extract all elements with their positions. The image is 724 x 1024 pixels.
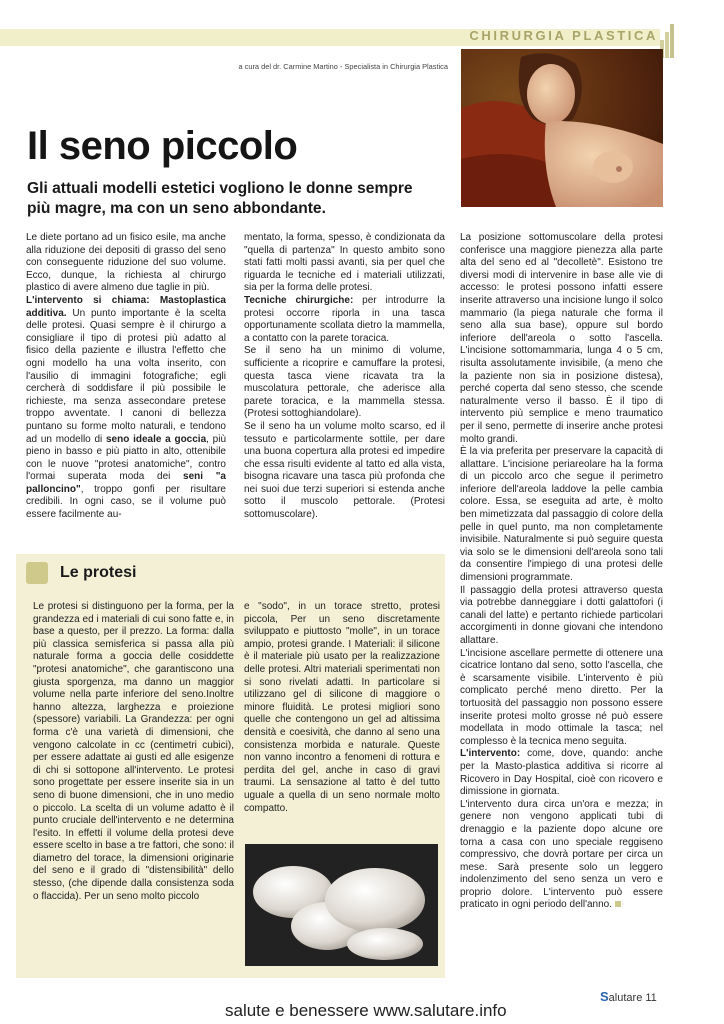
box-column-1 [33,601,234,903]
paragraph [460,799,663,912]
section-title: CHIRURGIA PLASTICA [469,28,658,43]
bold-term: seni "a palloncino" [26,471,226,495]
brand-name: alutare [608,992,643,1004]
paragraph: Le protesi si distinguono per la forma, per la grandezza ed i materiali di cui sono fatte e, in base a questo, per il prezzo. La forma: dalla più classica semisferica si passa alla più naturale forma a goccia delle cosiddette "protesi anatomiche", che garantiscono una giusta sporgenza, ma danno un maggior volume nella parte inferiore del seno.Inoltre hanno altezza, larghezza e proiezione (spessore) variabili. La Grandezza: per ogni forma c'è una varietà di dimensioni, che vengono calcolate in cc (centimetri cubici), per essere adattate ai gusti ed alle esigenze di chi si sottopone all'intervento. Le protesi sono progettate per essere inserite sia in un seno di buone dimensioni, che in uno medio o piccolo. La scelta di un volume adatto è il punto cruciale dell'intervento e ne determina l'esito. In effetti il volume della protesi deve essere scelto in base a tre fattori, che sono: il diametro del torace, la dimensioni originarie del seno e il grado di "distensibilità" dello stesso, (che dipende dalla consistenza soda o flaccida). Per un seno molto piccolo [33,601,234,902]
article-subtitle: Gli attuali modelli estetici vogliono le donne sempre più magre, ma con un seno abbondante. [27,180,413,217]
page-number [600,989,657,1004]
paragraph: Se il seno ha un volume molto scarso, ed il tessuto e particolarmente sottile, per dare una buona copertura alla protesi ed impedire che essa risulti evidente al tatto ed alla vista, bisogna ricavare una tasca più profonda che nei suoi due terzi superiori si estenda anche sotto il muscolo pettorale. (Protesi sottomuscolare). [244,420,445,521]
paragraph [26,295,226,522]
footer-tagline: salute e benessere www.salutare.info [225,1001,507,1020]
paragraph: L'incisione ascellare permette di ottenere una cicatrice lontano dal seno, sotto l'ascella, che è scarsamente visibile. L'intervento è più complicato perché meno diretto. Per la tortuosità del passaggio non possono essere inserite protesi molto grosse né può essere modellata in modo ottimale la tasca; nel complesso è la tecnica meno seguita. [460,647,663,747]
paragraph: mentato, la forma, spesso, è condizionata da "quella di partenza" In questo ambito sono stati fatti molti passi avanti, sia per quel che riguarda le tecniche ed i materiali utilizzati, sia per la forma delle protesi. [244,232,445,294]
paragraph: La posizione sottomuscolare della protesi conferisce una maggiore pienezza alla parte alta del seno ed al "decolletè". Esistono tre diversi modi di intervenire in base alle vie di accesso: le protesi possono infatti essere inserite attraverso una incisione lungo il solco mammario (la piega naturale che forma il seno alla sua base), oppure sul bordo inferiore dell'areola o sotto l'ascella. L'incisione sottomammaria, lunga 4 o 5 cm, risulta assolutamente invisibile, (a meno che la paziente non sia in posizione distesa), perché coperta dal seno stesso, che scende naturalmente verso il basso. È il tipo di intervento più semplice e meno traumatico per il seno, permette di inserire anche protesi molto grandi. [460,232,663,445]
paragraph-lead: L'intervento: [460,748,521,760]
article-column-3 [460,232,663,912]
bold-term: seno ideale a goccia [106,433,207,445]
end-mark-icon [615,901,621,907]
paragraph: e "sodo", in un torace stretto, protesi piccola, Per un seno discretamente sviluppato e piuttosto "molle", in un torace ampio, protesi grande. I Materiali: il silicone è il materiale più usato per la realizzazione delle protesi. Altri materiali sperimentati non si sono rivelati adatti. In particolare si utilizzano gel di silicone di maggiore o minore fluidità. Le protesi migliori sono quelle che contengono un gel ad altissima densità e coesività, che danno al seno una consistenza morbida e naturale. Queste non vanno incontro a fenomeni di rottura e perdita del gel, anche in caso di gravi traumi. La sensazione al tatto è del tutto uguale a quella di un seno normale molto compatto. [244,601,440,814]
text-run: L'intervento dura circa un'ora e mezza; in genere non vengono applicati tubi di drenaggio e la paziente dopo alcune ore torna a casa con uno speciale reggiseno compressivo, che dovrà portare per circa un mese. Sarà presente solo un leggero indolenzimento del seno senza un vero e proprio dolore. L'intervento può essere praticato in ogni periodo dell'anno. [460,798,663,911]
article-title: Il seno piccolo [27,124,298,168]
text-run: , troppo gonfi per risultare credibili. In ogni caso, se il volume può essere facilmente au- [26,483,226,521]
painting-image [461,49,663,207]
text-run: , più pieno in basso e più piatto in alto, ottenibile con le nuove "protesi anatomiche", contro l'ormai superata moda dei [26,433,226,483]
paragraph-lead: Tecniche chirurgiche: [244,294,354,306]
article-column-2 [244,232,445,522]
box-square-icon [26,562,48,584]
author-credit: a cura del dr. Carmine Martino - Specialista in Chirurgia Plastica [238,62,448,71]
paragraph [460,748,663,798]
text-run: Un punto importante è la scelta delle protesi. Quasi sempre è il chirurgo a consigliare il tipo di protesi più adatto al fisico della paziente e illustra l'effetto che ogni modello ha una volta inserito, con l'ausilio di immagini fotografiche; egli cercherà di soddisfare il più possibile le richieste, ma senza assecondare pretese troppo avventate. I canoni di bellezza puntano su forme molto naturali, e tendono ad un modello di [26,307,226,445]
paragraph [244,295,445,345]
paragraph: È la via preferita per preservare la capacità di allattare. L'incisione periareolare ha la forma di un piccolo arco che segue il perimetro inferiore dell'areola laddove la pelle cambia colore. Essa, se eseguita ad arte, è molto ben mimetizzata dal passaggio di colore della pelle in quel punto, ma non completamente invisibile. Naturalmente si può seguire questa via solo se le dimensioni dell'areola sono tali da consentire l'impiego di una protesi delle dimensioni programmate. [460,446,663,584]
text-run: come, dove, quando: anche per la Masto-plastica additiva si ricorre al Ricovero in Day Hospital, cioè con ricovero e dimissione in giornata. [460,748,663,798]
text-run: per introdurre la protesi occorre riporla in una tasca opportunamente scollata dietro la mammella, a contatto con la parete toracica. [244,294,445,344]
article-column-1 [26,232,226,522]
paragraph: Il passaggio della protesi attraverso questa via potrebbe danneggiare i dotti galattofori (i canali del latte) e pertanto richiede particolari accorgimenti in donne giovani che intendono allattare. [460,584,663,646]
box-column-2 [244,601,440,815]
paragraph-lead: L'intervento si chiama: Mastoplastica additiva. [26,294,226,319]
implants-image [245,844,438,966]
paragraph: Le diete portano ad un fisico esile, ma anche alla riduzione dei depositi di grasso del seno con conseguente riduzione del suo volume. Ecco, dunque, la richiesta al chirurgo plastico di avere almeno due taglie in più. [26,232,226,294]
box-title: Le protesi [60,564,137,581]
paragraph: Se il seno ha un minimo di volume, sufficiente a ricoprire e camuffare la protesi, questa tasca viene ricavata tra la muscolatura pettorale, che aderisce alla parete toracica, e la mammella stessa. (Protesi sottoghiandolare). [244,345,445,420]
page-number-value: 11 [645,992,657,1004]
brand-initial: S [600,989,609,1004]
